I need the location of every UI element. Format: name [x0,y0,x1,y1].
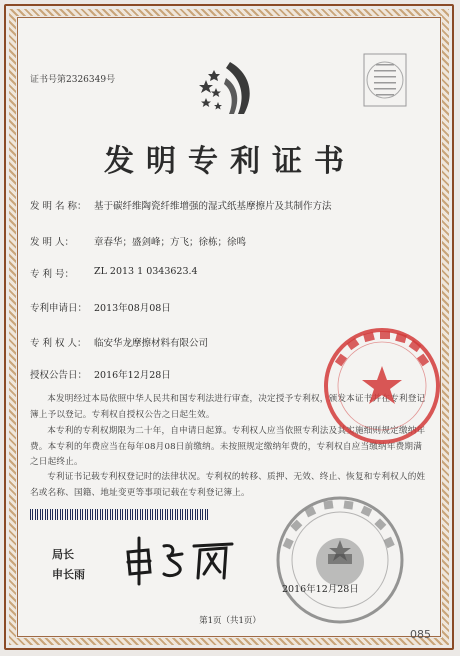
field-value: 2013年08月08日 [94,303,171,314]
field-grant-date [30,367,171,381]
field-patent-number [30,266,198,280]
field-label: 发 明 人： [30,237,75,248]
body-paragraph: 专利证书记载专利权登记时的法律状况。专利权的转移、质押、无效、终止、恢复和专利权人的姓名或名称、国籍、地址变更等事项记载在专利登记簿上。 [30,472,426,498]
national-ip-office-seal-icon [272,492,408,628]
barcode-strip [30,509,210,520]
field-value: 临安华龙摩擦材料有限公司 [94,338,209,349]
issue-date: 2016年12月28日 [282,584,359,595]
field-inventors [30,234,246,248]
side-seal-icon [360,50,410,110]
field-value: 基于碳纤维陶瓷纤维增强的湿式纸基摩擦片及其制作方法 [94,201,332,212]
signatory-name: 申长雨 [52,568,85,581]
field-label: 发 明 名 称： [30,201,87,212]
certificate-title: 发明专利证书 [104,144,356,179]
field-label: 专 利 号： [30,269,75,280]
field-patentee [30,335,208,349]
company-red-seal-icon [318,322,446,450]
field-value: 2016年12月28日 [94,370,171,381]
field-invention-name [30,198,332,212]
handwritten-signature-icon [120,528,240,588]
field-application-date [30,300,171,314]
corner-mark: 085 [410,628,431,641]
certificate-number: 证书号第2326349号 [30,75,116,85]
body-paragraph: 本发明经过本局依照中华人民共和国专利法进行审查，决定授予专利权，颁发本证书并在专利登记簿上予以登记。专利权自授权公告之日起生效。 [30,394,426,420]
field-label: 专 利 权 人： [30,338,87,349]
page-number: 第1页（共1页） [199,616,261,626]
patent-office-emblem-icon [196,58,268,118]
field-label: 授权公告日： [30,370,88,381]
field-value: 章春华；盛剑峰；方飞；徐栋；徐鸣 [94,237,247,248]
field-value: ZL 2013 1 0343623.4 [94,266,198,277]
body-paragraph: 本专利的专利权期限为二十年，自申请日起算。专利权人应当依照专利法及其实施细则规定缴纳年费。本专利的年费应当在每年08月08日前缴纳。未按照规定缴纳年费的，专利权自应当缴纳年费期满之日起终止。 [30,426,426,467]
signatory-title: 局长 [52,548,74,561]
field-label: 专利申请日： [30,303,88,314]
